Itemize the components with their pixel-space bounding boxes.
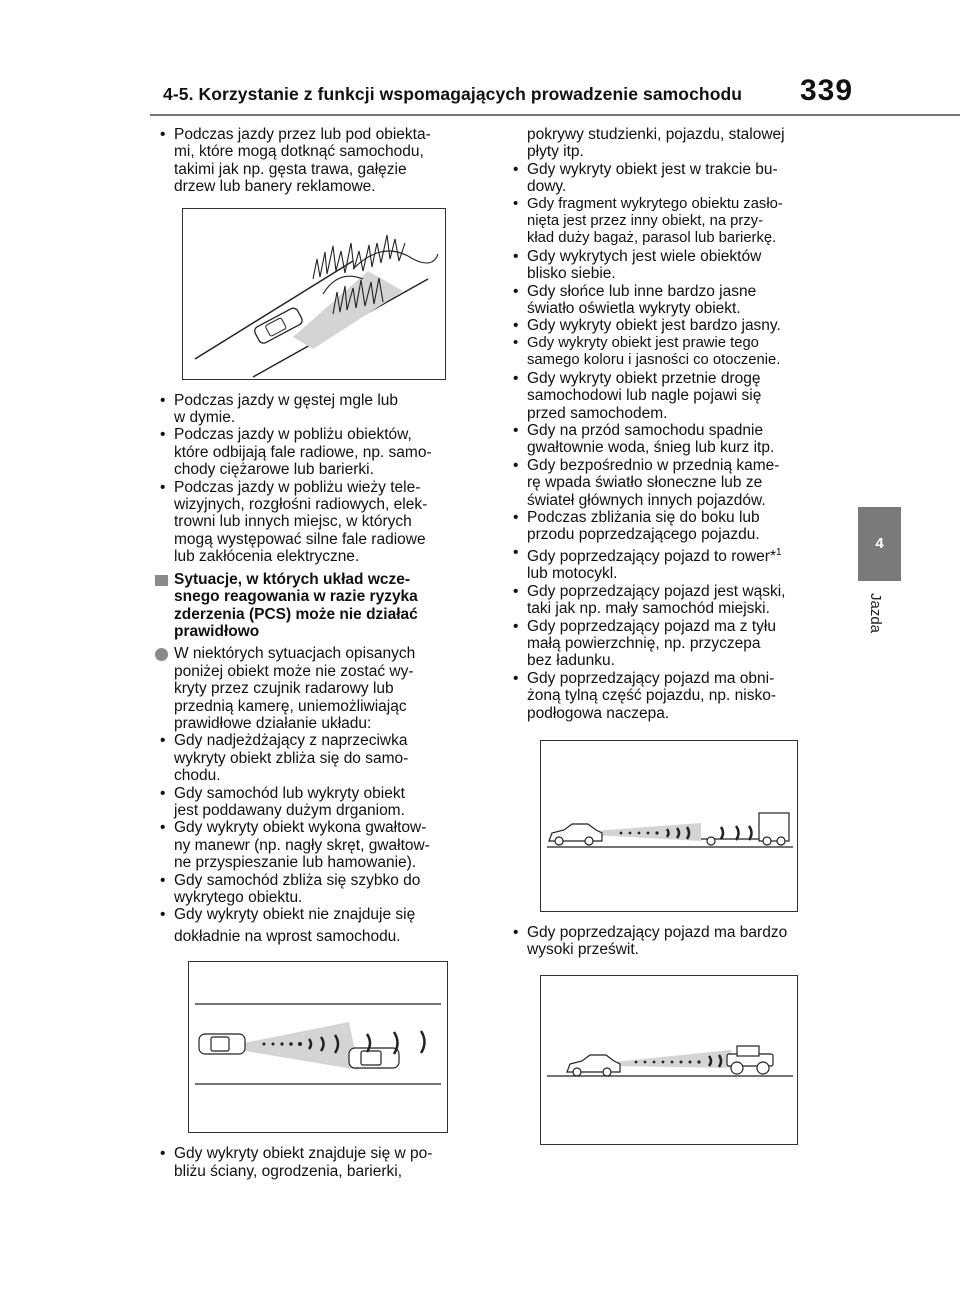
right-column xyxy=(508,126,838,1157)
square-marker-icon xyxy=(155,575,168,586)
illustration-offset-object xyxy=(188,961,448,1133)
list-item: • Gdy nadjeżdżający z naprzeciwka wykryty obiekt zbliża się do samo- chodu. xyxy=(160,732,409,785)
list-item: • Gdy samochód zbliża się szybko do wykrytego obiektu. xyxy=(160,871,421,906)
list-item: • Podczas zbliżania się do boku lub przodu poprzedzającego pojazdu. xyxy=(513,508,760,544)
section-header-title: 4-5. Korzystanie z funkcji wspomagających prowadzenie samochodu xyxy=(163,84,743,104)
list-item: • Gdy wykryty obiekt przetnie drogę samochodowi lub nagle pojawi się przed samochodem. xyxy=(513,369,762,422)
illustration-low-trailer xyxy=(540,740,798,912)
list-item: • Gdy wykryty obiekt znajduje się w po- bliżu ściany, ogrodzenia, barierki, xyxy=(160,1145,433,1180)
illustration-vegetation xyxy=(182,208,446,380)
chapter-tab-label: Jazda xyxy=(867,593,884,634)
list-item: • Gdy wykrytych jest wiele obiektów blisko siebie. xyxy=(513,247,762,283)
footnote-marker: 1 xyxy=(776,546,782,558)
list-item: • Gdy fragment wykrytego obiektu zasło- nięta jest przez inny obiekt, na przy- kład duży bagaż, parasol lub barierkę. xyxy=(513,195,783,247)
illustration-high-clearance xyxy=(540,975,798,1145)
bullet-dot: • xyxy=(160,126,166,143)
list-item: • Podczas jazdy przez lub pod obiekta- mi, które mogą dotknąć samochodu, takimi jak np. gęsta trawa, gałęzie drzew lub banery reklamowe. xyxy=(160,126,431,196)
list-item: • Podczas jazdy w gęstej mgle lub w dymie. xyxy=(160,391,399,427)
header-rule xyxy=(150,114,960,116)
list-item: • Gdy słońce lub inne bardzo jasne światło oświetla wykryty obiekt. xyxy=(513,282,757,318)
list-item: • Gdy wykryty obiekt jest w trakcie bu- dowy. xyxy=(513,160,778,196)
list-item: • Gdy samochód lub wykryty obiekt jest poddawany dużym drganiom. xyxy=(160,784,405,819)
list-item: • Podczas jazdy w pobliżu obiektów, które odbijają fale radiowe, np. samo- chody ciężarowe lub barierki. xyxy=(160,426,432,479)
list-item: • Gdy na przód samochodu spadnie gwałtownie woda, śnieg lub kurz itp. xyxy=(513,421,775,457)
list-item: • Gdy poprzedzający pojazd to rower*$^1$ lub motocykl. xyxy=(513,543,782,583)
circle-marker-icon xyxy=(155,648,168,661)
list-item: • Gdy wykryty obiekt jest prawie tego samego koloru i jasności co otoczenie. xyxy=(513,334,781,369)
left-column xyxy=(155,126,480,1180)
page-number: 339 xyxy=(800,74,854,107)
list-item: • Podczas jazdy w pobliżu wieży tele- wizyjnych, rozgłośni radiowych, elek- trowni lub innych miejsc, w których mogą występować silne fale radiowe lub zakłócenia elektryczne. xyxy=(160,478,428,566)
list-item: • Gdy poprzedzający pojazd ma obni- żoną tylną część pojazdu, np. nisko- podłogowa naczepa. xyxy=(513,669,776,722)
chapter-tab-number: 4 xyxy=(875,535,884,552)
intro-paragraph: W niektórych sytuacjach opisanych poniżej obiekt może nie zostać wy- kryty przez czujnik radarowy lub przednią kamerę, uniemożliwiając prawidłowe działanie układu: xyxy=(155,645,480,732)
section-heading: Sytuacje, w których układ wcze- snego reagowania w razie ryzyka zderzenia (PCS) może nie działać prawidłowo xyxy=(155,571,480,641)
list-item: • Gdy poprzedzający pojazd ma bardzo wysoki prześwit. xyxy=(513,923,788,959)
list-item: • Gdy bezpośrednio w przednią kame- rę wpada światło słoneczne lub ze świateł głównych innych pojazdów. xyxy=(513,456,780,509)
continued-text: pokrywy studzienki, pojazdu, stalowej płyty itp. xyxy=(527,126,785,161)
list-item: • Gdy wykryty obiekt nie znajduje się dokładnie na wprost samochodu. xyxy=(160,906,416,945)
list-item: • Gdy wykryty obiekt wykona gwałtow- ny manewr (np. nagły skręt, gwałtow- ne przyspieszanie lub hamowanie). xyxy=(160,819,430,872)
list-item: • Gdy poprzedzający pojazd ma z tyłu małą powierzchnię, np. przyczepa bez ładunku. xyxy=(513,617,776,670)
list-item: • Gdy wykryty obiekt jest bardzo jasny. xyxy=(513,317,781,335)
list-item: • Gdy poprzedzający pojazd jest wąski, taki jak np. mały samochód miejski. xyxy=(513,582,786,618)
